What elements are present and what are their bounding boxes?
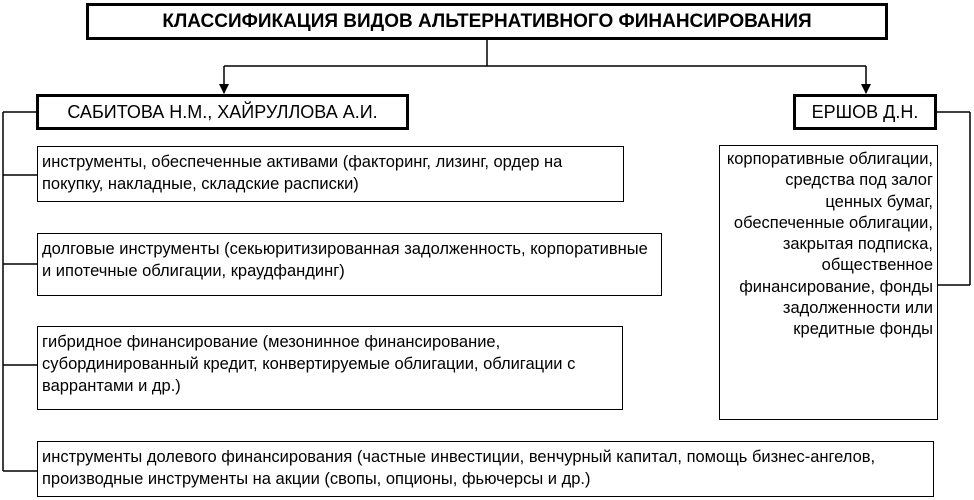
ershov-items-box: [719, 145, 938, 420]
sabitova-item-debt-text: долговые инструменты (секьюритизированная задолженность, корпоративные и ипотечные облигации, краудфандинг): [42, 240, 648, 280]
sabitova-item-hybrid-text: гибридное финансирование (мезонинное финансирование, субординированный кредит, конвертируемые облигации, облигации с варрантами и др.): [42, 333, 576, 395]
author-box-sabitova: [36, 94, 409, 130]
author-label-sabitova: САБИТОВА Н.М., ХАЙРУЛЛОВА А.И.: [67, 102, 378, 122]
author-box-ershov: [793, 94, 937, 130]
sabitova-item-debt: [37, 233, 662, 296]
author-label-ershov: ЕРШОВ Д.Н.: [811, 102, 919, 122]
sabitova-item-assets-text: инструменты, обеспеченные активами (факторинг, лизинг, ордер на покупку, накладные, складские расписки): [42, 153, 563, 193]
sabitova-item-assets: [37, 146, 624, 202]
sabitova-item-equity-text: инструменты долевого финансирования (частные инвестиции, венчурный капитал, помощь бизнес-ангелов, производные инструменты на акции (свопы, опционы, фьючерсы и др.): [42, 448, 876, 488]
diagram-title: [86, 3, 888, 40]
sabitova-item-equity: [37, 441, 934, 497]
diagram-title-text: КЛАССИФИКАЦИЯ ВИДОВ АЛЬТЕРНАТИВНОГО ФИНАНСИРОВАНИЯ: [162, 10, 812, 32]
sabitova-item-hybrid: [37, 326, 623, 410]
ershov-items-text: корпоративные облигации, средства под залог ценных бумаг, обеспеченные облигации, закрытая подписка, общественное финансирование, фонды задолженности или кредитные фонды: [726, 150, 933, 339]
